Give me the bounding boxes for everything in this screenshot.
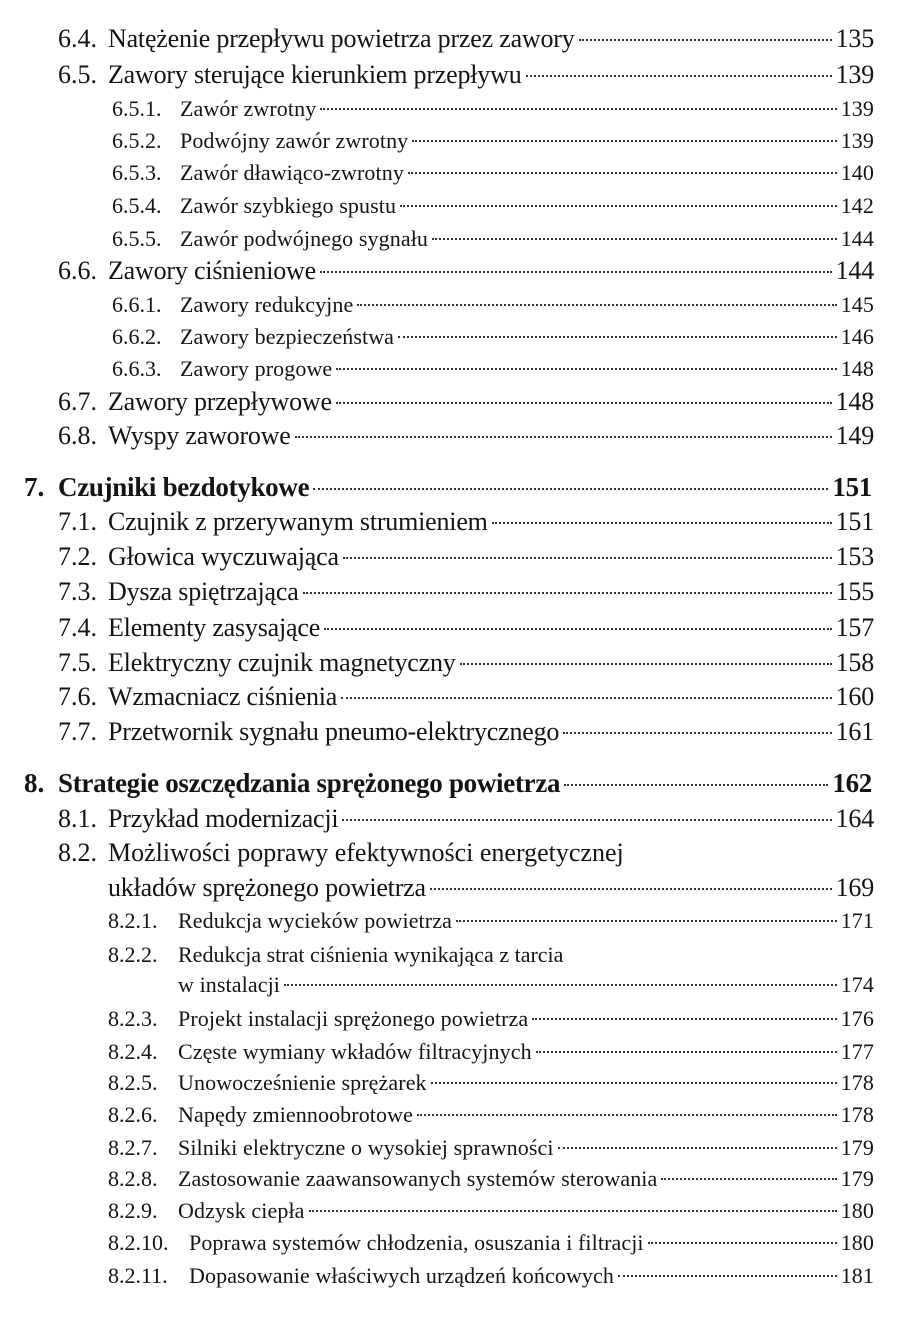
- toc-entry-page: 155: [835, 577, 874, 606]
- toc-entry-title: Zawór szybkiego spustu: [180, 193, 397, 218]
- toc-entry-number: 6.5.3.: [112, 160, 162, 185]
- dot-leader: [313, 488, 828, 490]
- toc-entry-title: Czujniki bezdotykowe: [58, 472, 310, 502]
- toc-entry-title: Redukcja wycieków powietrza: [178, 908, 452, 933]
- dot-leader: [320, 271, 832, 273]
- toc-entry-number: 8.2.2.: [108, 942, 158, 967]
- toc-entry-number: 8.2.: [58, 838, 97, 867]
- toc-entry-title: Dopasowanie właściwych urządzeń końcowych: [189, 1263, 614, 1288]
- toc-entry-page: 158: [835, 648, 874, 677]
- toc-entry-page: 169: [835, 873, 874, 902]
- toc-entry-page: 176: [840, 1006, 874, 1031]
- toc-entry-title: Poprawa systemów chłodzenia, osuszania i filtracji: [189, 1230, 644, 1255]
- toc-entry-page: 162: [832, 768, 872, 798]
- toc-entry-number: 8.2.11.: [108, 1263, 168, 1288]
- toc-entry-number: 7.7.: [58, 717, 97, 746]
- toc-entry-number: 8.2.8.: [108, 1166, 158, 1191]
- toc-entry-number: 6.5.1.: [112, 96, 162, 121]
- toc-entry-page: 178: [840, 1070, 874, 1095]
- dot-leader: [648, 1242, 837, 1244]
- dot-leader: [320, 108, 836, 110]
- toc-entry-title: Elementy zasysające: [108, 613, 321, 642]
- toc-entry-number: 7.: [24, 472, 45, 502]
- toc-entry-page: 148: [835, 387, 874, 416]
- toc-entry-title: Zawór podwójnego sygnału: [180, 226, 429, 251]
- toc-entry-title: Podwójny zawór zwrotny: [180, 128, 409, 153]
- toc-entry-page: 140: [840, 160, 874, 185]
- dot-leader: [558, 1147, 837, 1149]
- dot-leader: [336, 402, 832, 404]
- toc-entry-title: Zawory przepływowe: [108, 387, 332, 416]
- toc-entry-page: 164: [835, 804, 874, 833]
- toc-entry-page: 144: [835, 256, 874, 285]
- dot-leader: [536, 1051, 837, 1053]
- toc-entry-number: 8.1.: [58, 804, 97, 833]
- toc-entry-page: 161: [835, 717, 874, 746]
- toc-entry-title: Zawory sterujące kierunkiem przepływu: [108, 60, 522, 89]
- dot-leader: [618, 1275, 837, 1277]
- toc-entry-number: 8.: [24, 768, 45, 798]
- toc-entry-page: 144: [840, 226, 874, 251]
- toc-entry-number: 8.2.7.: [108, 1135, 158, 1160]
- toc-entry-page: 180: [840, 1230, 874, 1255]
- toc-entry-title: Głowica wyczuwająca: [108, 542, 339, 571]
- toc-entry-page: 139: [840, 96, 874, 121]
- toc-entry-number: 6.7.: [58, 387, 97, 416]
- dot-leader: [564, 784, 828, 786]
- dot-leader: [563, 732, 831, 734]
- toc-entry-number: 8.2.9.: [108, 1198, 158, 1223]
- toc-entry-page: 149: [835, 421, 874, 450]
- toc-entry-number: 8.2.1.: [108, 908, 158, 933]
- dot-leader: [412, 140, 836, 142]
- toc-entry-title: Przetwornik sygnału pneumo-elektrycznego: [108, 717, 560, 746]
- toc-entry-title: Możliwości poprawy efektywności energetycznej: [108, 838, 624, 867]
- toc-entry-title: Elektryczny czujnik magnetyczny: [108, 648, 456, 677]
- toc-entry-number: 6.5.5.: [112, 226, 162, 251]
- dot-leader: [303, 592, 832, 594]
- toc-entry-number: 6.6.1.: [112, 292, 162, 317]
- dot-leader: [295, 436, 832, 438]
- dot-leader: [492, 522, 832, 524]
- toc-entry-title: Zawory bezpieczeństwa: [180, 324, 395, 349]
- dot-leader: [661, 1178, 836, 1180]
- toc-entry-number: 6.5.4.: [112, 193, 162, 218]
- dot-leader: [309, 1210, 837, 1212]
- toc-entry-page: 135: [835, 24, 874, 53]
- toc-entry-title: Przykład modernizacji: [108, 804, 339, 833]
- dot-leader: [460, 663, 832, 665]
- toc-entry-page: 180: [840, 1198, 874, 1223]
- toc-entry-page: 157: [835, 613, 874, 642]
- dot-leader: [417, 1114, 837, 1116]
- toc-entry-number: 6.5.: [58, 60, 97, 89]
- toc-entry-page: 171: [840, 908, 874, 933]
- toc-entry-title: Natężenie przepływu powietrza przez zawory: [108, 24, 575, 53]
- toc-entry-page: 145: [840, 292, 874, 317]
- dot-leader: [341, 697, 831, 699]
- toc-entry-page: 160: [835, 682, 874, 711]
- toc-entry-number: 8.2.3.: [108, 1006, 158, 1031]
- toc-entry-page: 151: [835, 507, 874, 536]
- toc-entry-title: Zawory ciśnieniowe: [108, 256, 316, 285]
- toc-entry-title: Dysza spiętrzająca: [108, 577, 299, 606]
- toc-entry-title: Projekt instalacji sprężonego powietrza: [178, 1006, 529, 1031]
- toc-entry-page: 151: [832, 472, 872, 502]
- dot-leader: [400, 205, 837, 207]
- dot-leader: [431, 1082, 837, 1084]
- toc-entry-title: Strategie oszczędzania sprężonego powietrza: [58, 768, 561, 798]
- toc-entry-title: Czujnik z przerywanym strumieniem: [108, 507, 488, 536]
- toc-entry-title: Zastosowanie zaawansowanych systemów sterowania: [178, 1166, 658, 1191]
- dot-leader: [398, 336, 837, 338]
- toc-entry-title: Unowocześnienie sprężarek: [178, 1070, 427, 1095]
- toc-entry-number: 7.1.: [58, 507, 97, 536]
- toc-entry-title: Napędy zmiennoobrotowe: [178, 1102, 413, 1127]
- toc-entry-title: Zawór dławiąco-zwrotny: [180, 160, 404, 185]
- toc-entry-number: 8.2.4.: [108, 1039, 158, 1064]
- toc-entry-title: Redukcja strat ciśnienia wynikająca z tarcia: [178, 942, 564, 967]
- dot-leader: [456, 920, 837, 922]
- toc-entry-title: Wyspy zaworowe: [108, 421, 291, 450]
- dot-leader: [324, 628, 832, 630]
- toc-entry-page: 142: [840, 193, 874, 218]
- toc-entry-number: 7.4.: [58, 613, 97, 642]
- toc-entry-title: Zawory redukcyjne: [180, 292, 354, 317]
- toc-entry-number: 8.2.5.: [108, 1070, 158, 1095]
- toc-entry-page: 148: [840, 356, 874, 381]
- dot-leader: [408, 172, 837, 174]
- toc-entry-number: 7.6.: [58, 682, 97, 711]
- toc-entry-page: 181: [840, 1263, 874, 1288]
- dot-leader: [532, 1018, 836, 1020]
- dot-leader: [357, 304, 836, 306]
- toc-entry-number: 6.6.3.: [112, 356, 162, 381]
- toc-entry-page: 146: [840, 324, 874, 349]
- dot-leader: [284, 984, 837, 986]
- toc-entry-number: 7.3.: [58, 577, 97, 606]
- toc-entry-number: 7.5.: [58, 648, 97, 677]
- dot-leader: [579, 39, 832, 41]
- toc-entry-page: 139: [835, 60, 874, 89]
- toc-entry-page: 179: [840, 1135, 874, 1160]
- dot-leader: [430, 888, 832, 890]
- toc-entry-number: 8.2.6.: [108, 1102, 158, 1127]
- toc-entry-title: Częste wymiany wkładów filtracyjnych: [178, 1039, 532, 1064]
- toc-entry-title: Zawór zwrotny: [180, 96, 317, 121]
- toc-entry-title-continued: w instalacji: [178, 972, 281, 997]
- toc-entry-number: 6.4.: [58, 24, 97, 53]
- toc-entry-number: 6.6.: [58, 256, 97, 285]
- toc-entry-title: Silniki elektryczne o wysokiej sprawności: [178, 1135, 554, 1160]
- toc-entry-title-continued: układów sprężonego powietrza: [108, 873, 426, 902]
- toc-entry-page: 153: [835, 542, 874, 571]
- toc-entry-page: 139: [840, 128, 874, 153]
- toc-entry-title: Odzysk ciepła: [178, 1198, 305, 1223]
- dot-leader: [336, 368, 836, 370]
- toc-entry-page: 179: [840, 1166, 874, 1191]
- toc-entry-number: 6.8.: [58, 421, 97, 450]
- toc-entry-number: 7.2.: [58, 542, 97, 571]
- toc-entry-number: 8.2.10.: [108, 1230, 169, 1255]
- dot-leader: [432, 238, 837, 240]
- toc-entry-page: 177: [840, 1039, 874, 1064]
- toc-entry-title: Zawory progowe: [180, 356, 333, 381]
- dot-leader: [342, 819, 831, 821]
- dot-leader: [526, 75, 832, 77]
- toc-entry-title: Wzmacniacz ciśnienia: [108, 682, 338, 711]
- dot-leader: [343, 557, 832, 559]
- toc-entry-number: 6.6.2.: [112, 324, 162, 349]
- toc-entry-number: 6.5.2.: [112, 128, 162, 153]
- toc-entry-page: 178: [840, 1102, 874, 1127]
- toc-entry-page: 174: [840, 972, 874, 997]
